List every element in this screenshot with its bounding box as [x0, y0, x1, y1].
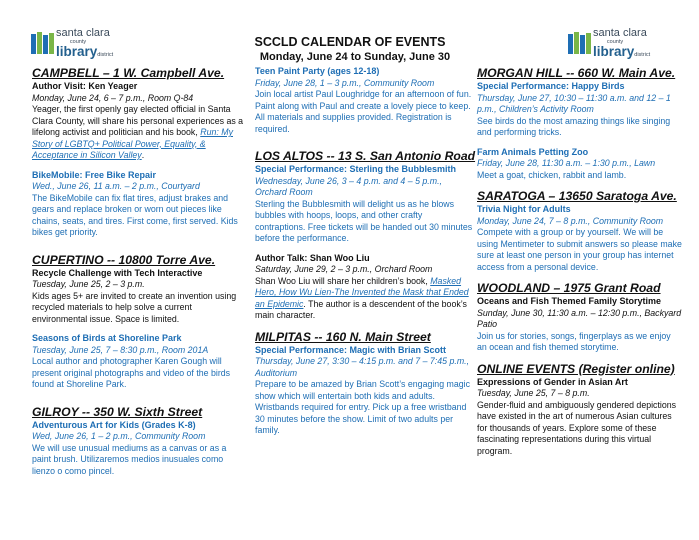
- event-when: Thursday, June 27, 3:30 – 4:15 p.m. and 7 – 7:45 p.m., Auditorium: [255, 356, 470, 378]
- branch-heading-gilroy: GILROY -- 350 W. Sixth Street: [32, 404, 203, 419]
- event-title: Oceans and Fish Themed Family Storytime: [477, 296, 662, 306]
- event-item: [32, 81, 247, 162]
- event-title: Farm Animals Petting Zoo: [477, 146, 589, 157]
- event-description: Gender-fluid and ambiguously gendered depictions have existed in the art of numerous Asian cultures for thousands of years. Explore some of these fascinating representations during this virtual program.: [477, 399, 677, 456]
- event-item: [477, 296, 682, 354]
- event-item: [32, 170, 247, 239]
- column-3: [477, 66, 682, 465]
- event-title: BikeMobile: Free Bike Repair: [32, 169, 157, 180]
- event-description: See birds do the most amazing things like singing and performing tricks.: [477, 115, 671, 137]
- event-title: Adventurous Art for Kids (Grades K-8): [32, 419, 196, 430]
- logo-line1: santa clara: [593, 27, 647, 39]
- event-when: Friday, June 28, 11:30 a.m. – 1:30 p.m., Lawn: [477, 158, 656, 168]
- branch-heading-milpitas: MILPITAS -- 160 N. Main Street: [255, 329, 431, 344]
- event-item: [32, 333, 247, 391]
- event-item: [255, 345, 473, 437]
- logo-line2: county: [69, 39, 87, 45]
- event-description: The BikeMobile can fix flat tires, adjust brakes and gears and replace broken or worn out pieces like chains, seats, and tires. First come, first served. Kids bikes get priority.: [32, 192, 238, 237]
- event-description: Meet a goat, chicken, rabbit and lamb.: [477, 169, 627, 180]
- books-icon: [567, 32, 593, 54]
- page-title: SCCLD CALENDAR OF EVENTS: [254, 35, 446, 49]
- event-description: Join us for stories, songs, fingerplays as we enjoy an ocean and fish themed storytime.: [477, 330, 671, 352]
- branch-heading-saratoga: SARATOGA – 13650 Saratoga Ave.: [477, 189, 677, 203]
- branch-heading-cupertino: CUPERTINO -- 10800 Torre Ave.: [32, 252, 216, 267]
- library-logo: [30, 28, 130, 62]
- event-item: [477, 147, 682, 182]
- logo-line1: santa clara: [56, 27, 110, 39]
- event-item: [477, 377, 682, 458]
- book-link[interactable]: Masked Hero, How Wu Lien-The Invented the Mask that Ended an Epidemic: [255, 275, 469, 309]
- books-icon: [30, 32, 56, 54]
- column-2: [255, 66, 476, 445]
- event-description: Local author and photographer Karen Gough will present original photographs and video of the birds found at Shoreline Park.: [32, 356, 231, 389]
- event-item: [32, 420, 247, 478]
- branch-heading-campbell: CAMPBELL – 1 W. Campbell Ave.: [32, 66, 225, 80]
- event-description: Prepare to be amazed by Brian Scott’s engaging magic show which will entertain both kids and adults. Wristbands required for entry. Pick up a free wristband 30 minutes before the show. Limit of two adults per family.: [255, 379, 470, 435]
- event-title: Expressions of Gender in Asian Art: [477, 376, 628, 387]
- event-title: Recycle Challenge with Tech Interactive: [32, 267, 203, 278]
- branch-heading-woodland: WOODLAND – 1975 Grant Road: [477, 281, 661, 295]
- event-title: Special Performance: Magic with Brian Scott: [255, 344, 447, 355]
- event-when: Wednesday, June 26, 3 – 4 p.m. and 4 – 5 p.m., Orchard Room: [255, 175, 442, 197]
- event-when: Wed., June 26, 11 a.m. – 2 p.m., Courtyard: [32, 181, 200, 191]
- event-title: Special Performance: Happy Birds: [477, 81, 625, 91]
- event-item: [477, 81, 682, 139]
- event-when: Friday, June 28, 1 – 3 p.m., Community Room: [255, 77, 435, 88]
- branch-heading-losaltos: LOS ALTOS -- 13 S. San Antonio Road: [255, 149, 476, 163]
- event-when: Saturday, June 29, 2 – 3 p.m., Orchard Room: [255, 264, 433, 274]
- event-when: Tuesday, June 25, 7 – 8 p.m.: [477, 388, 590, 398]
- event-title: Seasons of Birds at Shoreline Park: [32, 333, 182, 343]
- event-description: Kids ages 5+ are invited to create an invention using recycled materials to help solve a current environmental issue. Space is limited.: [32, 290, 237, 324]
- event-title: Teen Paint Party (ages 12-18): [255, 66, 380, 76]
- event-when: Tuesday, June 25, 2 – 3 p.m.: [32, 279, 145, 289]
- event-title: Special Performance: Sterling the Bubblesmith: [255, 164, 457, 174]
- logo-line3: librarydistrict: [56, 44, 114, 59]
- event-when: Thursday, June 27, 10:30 – 11:30 a.m. and 12 – 1 p.m., Children’s Activity Room: [477, 92, 671, 114]
- book-link[interactable]: Run: My Story of LGBTQ+ Political Power, Equality, & Acceptance in Silicon Valley: [32, 127, 233, 160]
- branch-heading-online: ONLINE EVENTS (Register online): [477, 361, 675, 376]
- event-when: Monday, June 24, 6 – 7 p.m., Room Q-84: [32, 92, 194, 103]
- event-when: Monday, June 24, 7 – 8 p.m., Community Room: [477, 215, 664, 226]
- event-item: [255, 66, 473, 135]
- page-subtitle: Monday, June 24 to Sunday, June 30: [259, 51, 451, 63]
- event-title: Author Visit: Ken Yeager: [32, 81, 138, 91]
- event-item: [255, 253, 473, 322]
- library-logo-right: [567, 28, 667, 62]
- event-description: We will use unusual mediums as a canvas or as a paint brush. Utilizaremos medios inusuales como lienzo o como pincel.: [32, 442, 227, 476]
- logo-line3: librarydistrict: [593, 44, 651, 59]
- event-item: [32, 268, 247, 326]
- column-1: [32, 66, 247, 485]
- event-description: Yeager, the first openly gay elected official in Santa Clara County, will share his personal experiences as a lifelong activist and politician and his book, Run: My Story of LGBTQ+ Political Power, Equality, & Acceptance in Silicon Valley.: [32, 104, 244, 160]
- event-item: [255, 164, 473, 245]
- event-when: Wed, June 26, 1 – 2 p.m., Community Room: [32, 431, 206, 441]
- event-when: Sunday, June 30, 11:30 a.m. – 12:30 p.m., Backyard Patio: [477, 307, 682, 329]
- event-title: Trivia Night for Adults: [477, 204, 571, 214]
- logo-line2: county: [606, 39, 624, 45]
- event-title: Author Talk: Shan Woo Liu: [255, 252, 370, 263]
- event-when: Tuesday, June 25, 7 – 8:30 p.m., Room 201A: [32, 344, 209, 355]
- event-description: Shan Woo Liu will share her children’s book, Masked Hero, How Wu Lien-The Invented the Mask that Ended an Epidemic. The author is a descendent of the book’s main character.: [255, 275, 469, 320]
- event-description: Sterling the Bubblesmith will delight us as he blows bubbles with hoops, loops, and other crafty contraptions. Free tickets will be handed out 30 minutes before the performance.: [255, 198, 473, 243]
- event-description: Compete with a group or by yourself. We will be using Mentimeter to submit answers so please make sure at least one person in your group has internet access from a personal device.: [477, 227, 682, 272]
- branch-heading-morganhill: MORGAN HILL -- 660 W. Main Ave.: [477, 66, 676, 80]
- event-item: [477, 204, 682, 273]
- event-description: Join local artist Paul Loughridge for an afternoon of fun. Paint along with Paul and create a lovely piece to keep. All materials and supplies provided. Registration is required.: [255, 89, 472, 134]
